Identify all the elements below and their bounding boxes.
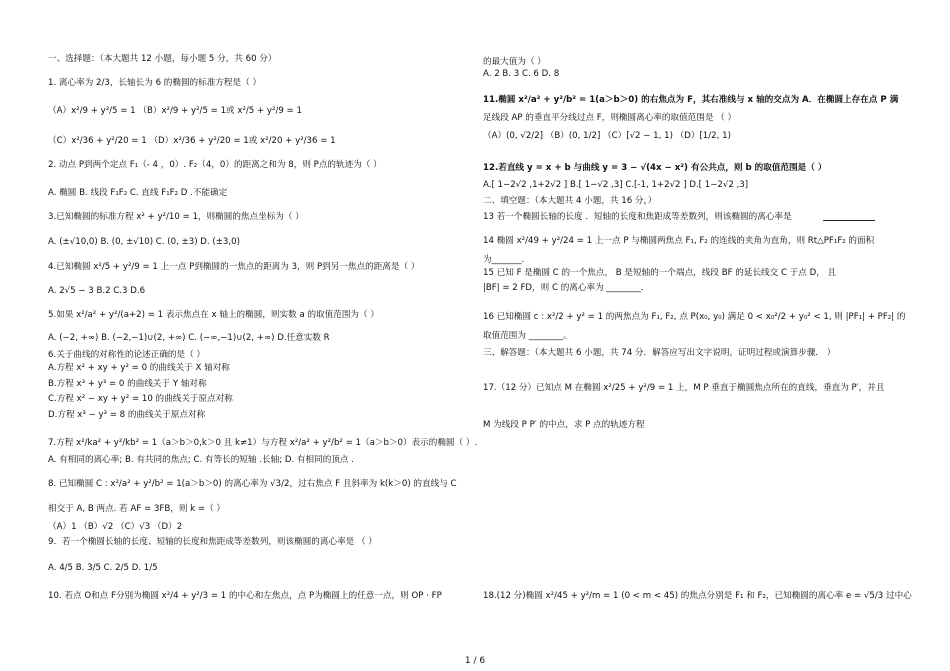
left-line: 4.已知椭圆 x²/5 + y²/9 = 1 上一点 P到椭圆的一焦点的距离为 3，则 P到另一焦点的距离是（ ） (48, 262, 420, 272)
left-line: A. 2√5 − 3 B.2 C.3 D.6 (48, 286, 146, 296)
left-line: A. (±√10,0) B. (0, ±√10) C. (0, ±3) D. (±3,0) (48, 237, 240, 247)
right-line: 11.椭圆 x²/a² + y²/b² = 1(a＞b＞0) 的右焦点为 F，其右准线与 x 轴的交点为 A．在椭圆上存在点 P 满 (483, 95, 899, 105)
left-line: 3.已知椭圆的标准方程 x² + y²/10 = 1，则椭圆的焦点坐标为（ ） (48, 212, 304, 222)
left-line: A. 4/5 B. 3/5 C. 2/5 D. 1/5 (48, 563, 158, 573)
left-line: A. 椭圆 B. 线段 F₁F₂ C. 直线 F₁F₂ D .不能确定 (48, 188, 228, 198)
right-line: M 为线段 P P′ 的中点，求 P 点的轨迹方程 (483, 420, 645, 430)
left-line: （C）x²/36 + y²/20 = 1 （D）x²/36 + y²/20 = 1或 x²/20 + y²/36 = 1 (48, 136, 336, 146)
left-line: A. (−2, +∞) B. (−2,−1)∪(2, +∞) C. (−∞,−1)∪(2, +∞) D.任意实数 R (48, 333, 330, 343)
right-line: 15 已知 F 是椭圆 C 的一个焦点， B 是短轴的一个端点，线段 BF 的延长线交 C 于点 D， 且 (483, 268, 837, 278)
left-line: （A）1 （B）√2 （C）√3 （D）2 (48, 522, 183, 532)
right-line: 取值范围为 ________。 (483, 331, 572, 341)
left-line: C.方程 x² − xy + y² = 10 的曲线关于原点对称 (48, 394, 233, 404)
left-line: 9．若一个椭圆长轴的长度、短轴的长度和焦距成等差数列，则该椭圆的离心率是 （ ） (48, 537, 377, 547)
left-line: （A）x²/9 + y²/5 = 1 （B）x²/9 + y²/5 = 1或 x²/5 + y²/9 = 1 (48, 106, 302, 116)
left-line: A.方程 x² + xy + y² = 0 的曲线关于 X 轴对称 (48, 363, 230, 373)
left-line: D.方程 x³ − y³ = 8 的曲线关于原点对称 (48, 410, 206, 420)
left-line: 8. 已知椭圆 C : x²/a² + y²/b² = 1(a＞b＞0) 的离心率为 √3/2，过右焦点 F 且斜率为 k(k＞0) 的直线与 C (48, 479, 457, 489)
right-line: 的最大值为（ ） (483, 57, 546, 67)
right-line: （A）(0, √2/2] （B）(0, 1/2] （C）[√2 − 1, 1) （D）[1/2, 1) (483, 131, 731, 141)
left-line: B.方程 x³ + y³ = 0 的曲线关于 Y 轴对称 (48, 379, 207, 389)
left-line: 7.方程 x²/ka² + y²/kb² = 1（a＞b＞0,k＞0 且 k≠1）与方程 x²/a² + y²/b² = 1（a＞b＞0）表示的椭圆（ ）. (48, 438, 478, 448)
page-number: 1 / 6 (464, 656, 486, 666)
right-line: 18.(12 分)椭圆 x²/45 + y²/m = 1 (0 < m < 45) 的焦点分别是 F₁ 和 F₂，已知椭圆的离心率 e = √5/3 过中心 (483, 591, 912, 601)
answer-blank (823, 212, 875, 221)
right-line: 14 椭圆 x²/49 + y²/24 = 1 上一点 P 与椭圆两焦点 F₁, F₂ 的连线的夹角为直角，则 Rt△PF₁F₂ 的面积 (483, 236, 875, 246)
left-line: A. 有相同的离心率; B. 有共同的焦点; C. 有等长的短轴 .长轴; D. 有相同的顶点 . (48, 455, 354, 465)
left-line: 相交于 A, B 两点. 若 AF = 3FB，则 k =（ ） (48, 504, 225, 514)
right-line: 12.若直线 y = x + b 与曲线 y = 3 − √(4x − x²) 有公共点，则 b 的取值范围是（ ） (483, 163, 827, 173)
right-line: 二、填空题：（本大题共 4 小题，共 16 分，） (483, 196, 657, 206)
right-line: A. 2 B. 3 C. 6 D. 8 (483, 69, 560, 79)
left-line: 10. 若点 O和点 F分别为椭圆 x²/4 + y²/3 = 1 的中心和左焦点，点 P为椭圆上的任意一点，则 OP · FP (48, 591, 442, 601)
right-line: |BF| = 2 FD，则 C 的离心率为 ________． (483, 283, 650, 293)
left-line: 2. 动点 P到两个定点 F₁（- 4 ，0）. F₂（4，0）的距离之和为 8，则 P点的轨迹为（ ） (48, 160, 382, 170)
right-line: 13 若一个椭圆长轴的长度 ．短轴的长度和焦距成等差数列，则该椭圆的离心率是 (483, 212, 792, 222)
right-line: 三、解答题：（本大题共 6 小题，共 74 分．解答应写出文字说明，证明过程或演算步骤． ） (483, 348, 836, 358)
left-line: 1. 离心率为 2/3，长轴长为 6 的椭圆的标准方程是（ ） (48, 78, 262, 88)
right-line: 足线段 AP 的垂直平分线过点 F，则椭圆离心率的取值范围是 （ ） (483, 113, 737, 123)
left-line: 5.如果 x²/a² + y²/(a+2) = 1 表示焦点在 x 轴上的椭圆，则实数 a 的取值范围为（ ） (48, 310, 379, 320)
right-line: 17.（12 分）已知点 M 在椭圆 x²/25 + y²/9 = 1 上，M P 垂直于椭圆焦点所在的直线，垂直为 P′，并且 (483, 383, 885, 393)
left-line: 6.关于曲线的对称性的论述正确的是（ ） (48, 350, 206, 360)
left-line: 一、选择题：（本大题共 12 小题，每小题 5 分，共 60 分） (48, 54, 277, 64)
right-line: 16 已知椭圆 c : x²/2 + y² = 1 的两焦点为 F₁, F₂, 点 P(x₀, y₀) 满足 0 < x₀²/2 + y₀² < 1, 则 |PF₁| + PF₂| 的 (483, 312, 906, 322)
right-line: 为_______． (483, 255, 531, 265)
right-line: A.[ 1−2√2 ,1+2√2 ] B.[ 1−√2 ,3] C.[-1, 1+2√2 ] D.[ 1−2√2 ,3] (483, 180, 749, 190)
